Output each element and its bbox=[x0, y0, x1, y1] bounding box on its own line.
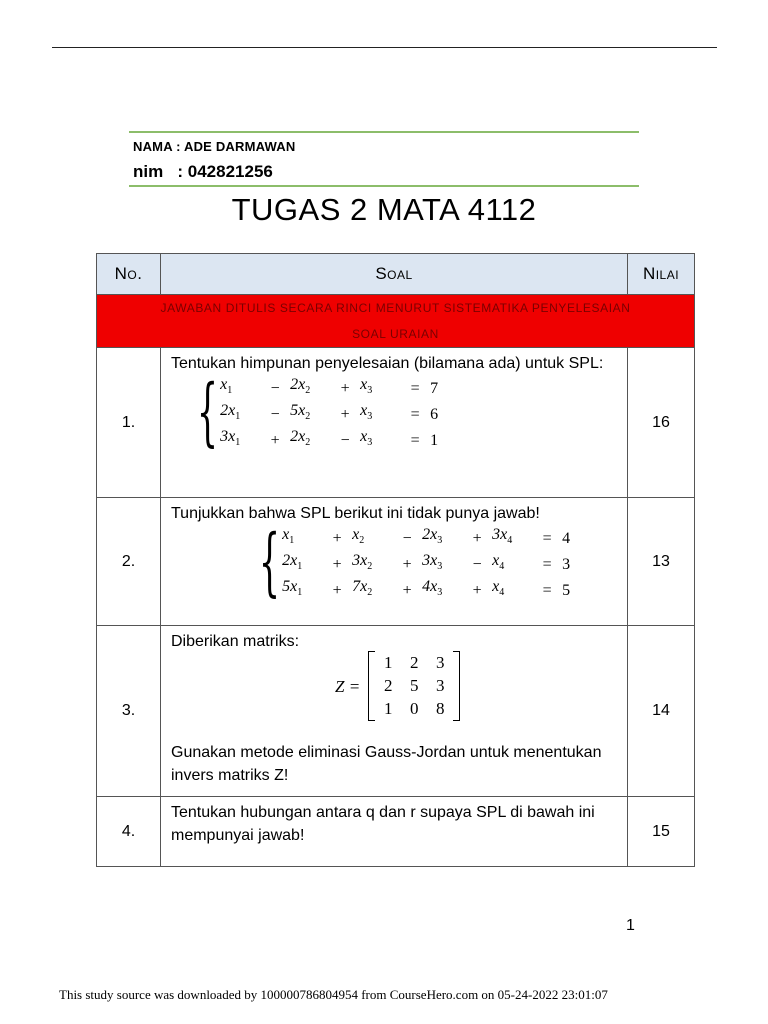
question-text: Tentukan hubungan antara q dan r supaya SPL di bawah ini mempunyai jawab! bbox=[171, 804, 595, 844]
brace-symbol: { bbox=[258, 519, 281, 605]
matrix-bracket-right bbox=[453, 651, 460, 721]
question-score: 15 bbox=[628, 797, 695, 867]
table-row bbox=[97, 626, 695, 797]
banner-line-2: SOAL URAIAN bbox=[352, 327, 439, 341]
matrix-z bbox=[335, 651, 460, 721]
equation-system bbox=[233, 519, 584, 605]
document-title: TUGAS 2 MATA 4112 bbox=[231, 192, 537, 227]
question-cell bbox=[161, 498, 628, 626]
matrix-label: Z = bbox=[335, 676, 361, 696]
table-header-row bbox=[97, 254, 695, 295]
equation-row: $3x_1$ + $2x_2$ − $x_3$ = 1 bbox=[220, 428, 439, 449]
question-number: 3. bbox=[97, 626, 161, 797]
question-text: Tunjukkan bahwa SPL berikut ini tidak punya jawab! bbox=[171, 505, 540, 522]
equation-row: $2x_1$ − $5x_2$ + $x_3$ = 6 bbox=[220, 402, 439, 423]
question-text: Tentukan himpunan penyelesaian (bilamana ada) untuk SPL: bbox=[171, 355, 604, 372]
top-rule bbox=[52, 47, 717, 48]
question-score: 16 bbox=[628, 348, 695, 498]
question-number: 1. bbox=[97, 348, 161, 498]
download-footer: This study source was downloaded by 100000786804954 from CourseHero.com on 05-24-2022 23:01:07 bbox=[59, 987, 608, 1002]
instruction-banner bbox=[97, 295, 695, 348]
equation-row: $2x_1$ + $3x_2$ + $3x_3$ − $x_4$ = 3 bbox=[282, 552, 571, 573]
question-number: 2. bbox=[97, 498, 161, 626]
question-instruction: Gunakan metode eliminasi Gauss-Jordan untuk menentukan invers matriks Z! bbox=[171, 744, 602, 784]
page-number: 1 bbox=[626, 917, 635, 934]
student-nim: nim : 042821256 bbox=[133, 162, 273, 181]
equation-row: $x_1$ − $2x_2$ + $x_3$ = 7 bbox=[220, 376, 439, 397]
question-table bbox=[96, 253, 695, 867]
table-row bbox=[97, 348, 695, 498]
matrix-grid: 1 2 3 2 5 3 1 0 8 bbox=[383, 653, 445, 718]
question-score: 13 bbox=[628, 498, 695, 626]
question-number: 4. bbox=[97, 797, 161, 867]
question-cell bbox=[161, 348, 628, 498]
matrix-bracket-left bbox=[368, 651, 375, 721]
banner-row bbox=[97, 295, 695, 348]
question-cell bbox=[161, 797, 628, 867]
question-cell bbox=[161, 626, 628, 797]
green-rule-top bbox=[129, 131, 639, 133]
question-score: 14 bbox=[628, 626, 695, 797]
header-no: No. bbox=[97, 254, 161, 295]
question-text: Diberikan matriks: bbox=[171, 633, 300, 650]
header-soal: Soal bbox=[161, 254, 628, 295]
banner-line-1: JAWABAN DITULIS SECARA RINCI MENURUT SISTEMATIKA PENYELESAIAN bbox=[160, 301, 631, 315]
green-rule-bottom bbox=[129, 185, 639, 187]
equation-system bbox=[171, 369, 452, 455]
equation-row: $5x_1$ + $7x_2$ + $4x_3$ + $x_4$ = 5 bbox=[282, 578, 571, 599]
brace-symbol: { bbox=[196, 369, 219, 455]
table-row bbox=[97, 498, 695, 626]
table-row bbox=[97, 797, 695, 867]
header-nilai: Nilai bbox=[628, 254, 695, 295]
student-name: NAMA : ADE DARMAWAN bbox=[133, 139, 296, 154]
equation-row: $x_1$ + $x_2$ − $2x_3$ + $3x_4$ = 4 bbox=[282, 526, 571, 547]
